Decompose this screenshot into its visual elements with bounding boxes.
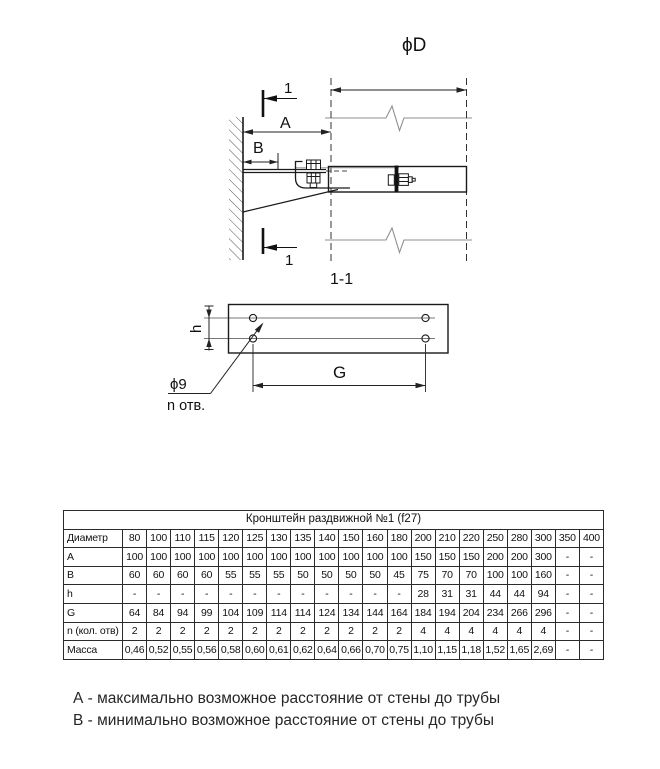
table-row bbox=[64, 622, 604, 641]
table-cell: - bbox=[579, 622, 603, 641]
table-cell: 134 bbox=[339, 603, 363, 622]
table-cell: 4 bbox=[483, 622, 507, 641]
table-cell: 0,60 bbox=[243, 641, 267, 660]
table-cell: 100 bbox=[483, 566, 507, 585]
table-cell: 150 bbox=[411, 548, 435, 567]
section-mark-label-bottom: 1 bbox=[285, 252, 294, 269]
table-cell: 2 bbox=[123, 622, 147, 641]
wall-bolt bbox=[307, 160, 321, 188]
table-cell: 2 bbox=[291, 622, 315, 641]
table-row bbox=[64, 548, 604, 567]
table-cell: 31 bbox=[435, 585, 459, 604]
bracket-gusset bbox=[243, 190, 338, 213]
note-a: А - максимально возможное расстояние от стены до трубы bbox=[73, 690, 501, 707]
diameter-header-cell: 210 bbox=[435, 529, 459, 548]
table-cell: - bbox=[147, 585, 171, 604]
section-cut-mark-top bbox=[263, 80, 297, 117]
table-cell: - bbox=[579, 603, 603, 622]
diameter-header-cell: 80 bbox=[123, 529, 147, 548]
table-cell: - bbox=[555, 603, 579, 622]
table-cell: 4 bbox=[531, 622, 555, 641]
table-cell: 266 bbox=[507, 603, 531, 622]
hole-count-label: n отв. bbox=[167, 398, 206, 414]
table-cell: 100 bbox=[171, 548, 195, 567]
table-cell: 296 bbox=[531, 603, 555, 622]
table-cell: 100 bbox=[243, 548, 267, 567]
diameter-header-cell: 125 bbox=[243, 529, 267, 548]
table-cell: 164 bbox=[387, 603, 411, 622]
bracket-hook bbox=[296, 162, 351, 189]
dim-a-label: A bbox=[280, 115, 291, 132]
table-row bbox=[64, 641, 604, 660]
row-label: A bbox=[64, 548, 123, 567]
table-cell: - bbox=[315, 585, 339, 604]
table-cell: 100 bbox=[123, 548, 147, 567]
table-cell: 100 bbox=[507, 566, 531, 585]
table-row bbox=[64, 585, 604, 604]
table-cell: 84 bbox=[147, 603, 171, 622]
table-cell: 100 bbox=[267, 548, 291, 567]
diameter-header-cell: 110 bbox=[171, 529, 195, 548]
table-cell: - bbox=[171, 585, 195, 604]
table-cell: 100 bbox=[339, 548, 363, 567]
table-cell: - bbox=[243, 585, 267, 604]
table-cell: 124 bbox=[315, 603, 339, 622]
table-cell: 2 bbox=[363, 622, 387, 641]
row-label: B bbox=[64, 566, 123, 585]
table-cell: 160 bbox=[531, 566, 555, 585]
table-cell: 2 bbox=[387, 622, 411, 641]
dim-g-label: G bbox=[333, 363, 347, 382]
table-cell: 50 bbox=[315, 566, 339, 585]
diameter-header-cell: 100 bbox=[147, 529, 171, 548]
table-cell: 0,61 bbox=[267, 641, 291, 660]
table-cell: - bbox=[363, 585, 387, 604]
table-cell: 45 bbox=[387, 566, 411, 585]
table-cell: 55 bbox=[219, 566, 243, 585]
table-cell: - bbox=[339, 585, 363, 604]
table-cell: - bbox=[387, 585, 411, 604]
table-cell: - bbox=[579, 566, 603, 585]
table-cell: 114 bbox=[267, 603, 291, 622]
pipe-diameter-label: ϕD bbox=[402, 35, 427, 56]
wall bbox=[229, 117, 243, 260]
side-view bbox=[229, 35, 472, 269]
bracket-spec-table bbox=[63, 510, 604, 660]
table-cell: - bbox=[579, 641, 603, 660]
table-cell: 50 bbox=[291, 566, 315, 585]
table-cell: - bbox=[579, 548, 603, 567]
table-cell: 0,52 bbox=[147, 641, 171, 660]
table-cell: 4 bbox=[507, 622, 531, 641]
table-cell: 60 bbox=[171, 566, 195, 585]
diameter-header-cell: 120 bbox=[219, 529, 243, 548]
table-cell: 4 bbox=[459, 622, 483, 641]
table-cell: - bbox=[555, 548, 579, 567]
diameter-header-cell: 280 bbox=[507, 529, 531, 548]
section-cut-mark-bottom bbox=[263, 228, 297, 269]
table-cell: 70 bbox=[459, 566, 483, 585]
table-row bbox=[64, 603, 604, 622]
clamp-plate bbox=[395, 166, 399, 193]
dimension-b bbox=[243, 140, 278, 170]
table-cell: 114 bbox=[291, 603, 315, 622]
table-cell: 200 bbox=[483, 548, 507, 567]
table-cell: - bbox=[555, 622, 579, 641]
table-cell: 200 bbox=[507, 548, 531, 567]
table-cell: 60 bbox=[195, 566, 219, 585]
table-cell: 0,55 bbox=[171, 641, 195, 660]
row-label: Масса bbox=[64, 641, 123, 660]
table-cell: 0,70 bbox=[363, 641, 387, 660]
table-cell: 100 bbox=[363, 548, 387, 567]
table-cell: 44 bbox=[507, 585, 531, 604]
table-cell: 50 bbox=[339, 566, 363, 585]
table-cell: 31 bbox=[459, 585, 483, 604]
table-cell: 1,18 bbox=[459, 641, 483, 660]
table-title: Кронштейн раздвижной №1 (f27) bbox=[64, 511, 604, 530]
table-cell: 94 bbox=[531, 585, 555, 604]
row-label: h bbox=[64, 585, 123, 604]
table-cell: 44 bbox=[483, 585, 507, 604]
spec-table bbox=[63, 510, 604, 660]
table-cell: - bbox=[555, 585, 579, 604]
row-label: G bbox=[64, 603, 123, 622]
table-cell: 100 bbox=[387, 548, 411, 567]
diameter-header-cell: 400 bbox=[579, 529, 603, 548]
table-cell: 100 bbox=[291, 548, 315, 567]
table-cell: 4 bbox=[435, 622, 459, 641]
note-b: В - минимально возможное расстояние от стены до трубы bbox=[73, 712, 494, 729]
diameter-header-cell: 115 bbox=[195, 529, 219, 548]
diameter-header-cell: 250 bbox=[483, 529, 507, 548]
table-cell: - bbox=[291, 585, 315, 604]
table-cell: 150 bbox=[435, 548, 459, 567]
table-cell: - bbox=[555, 641, 579, 660]
section-mark-label-top: 1 bbox=[284, 80, 293, 97]
section-view bbox=[167, 271, 448, 414]
pipe-outline bbox=[331, 78, 467, 262]
table-cell: 1,15 bbox=[435, 641, 459, 660]
table-cell: 55 bbox=[267, 566, 291, 585]
mounting-plate bbox=[229, 305, 449, 354]
table-cell: 100 bbox=[219, 548, 243, 567]
pipe-diameter-dimension bbox=[331, 35, 467, 93]
diameter-header-cell: 140 bbox=[315, 529, 339, 548]
table-cell: - bbox=[219, 585, 243, 604]
table-cell: 150 bbox=[459, 548, 483, 567]
table-cell: 2 bbox=[171, 622, 195, 641]
table-cell: 4 bbox=[411, 622, 435, 641]
table-cell: 144 bbox=[363, 603, 387, 622]
table-cell: 0,64 bbox=[315, 641, 339, 660]
diameter-header-row bbox=[64, 529, 604, 548]
diameter-header-cell: 350 bbox=[555, 529, 579, 548]
table-cell: - bbox=[579, 585, 603, 604]
dimension-a bbox=[243, 115, 331, 135]
diameter-header-cell: 130 bbox=[267, 529, 291, 548]
table-cell: 2 bbox=[315, 622, 339, 641]
dim-h-label: h bbox=[188, 324, 205, 333]
table-cell: 0,75 bbox=[387, 641, 411, 660]
table-cell: 55 bbox=[243, 566, 267, 585]
diameter-header-cell: 160 bbox=[363, 529, 387, 548]
section-view-title: 1-1 bbox=[330, 271, 354, 288]
table-cell: 1,52 bbox=[483, 641, 507, 660]
table-cell: 94 bbox=[171, 603, 195, 622]
diameter-header-label: Диаметр bbox=[64, 529, 123, 548]
table-cell: 0,62 bbox=[291, 641, 315, 660]
table-cell: 2 bbox=[147, 622, 171, 641]
table-cell: 1,65 bbox=[507, 641, 531, 660]
table-cell: 194 bbox=[435, 603, 459, 622]
table-cell: 2 bbox=[219, 622, 243, 641]
footnotes bbox=[73, 688, 500, 732]
table-row bbox=[64, 566, 604, 585]
diameter-header-cell: 150 bbox=[339, 529, 363, 548]
table-cell: 100 bbox=[147, 548, 171, 567]
diameter-header-cell: 300 bbox=[531, 529, 555, 548]
table-cell: 2 bbox=[195, 622, 219, 641]
table-cell: 204 bbox=[459, 603, 483, 622]
table-cell: 104 bbox=[219, 603, 243, 622]
table-cell: 184 bbox=[411, 603, 435, 622]
table-cell: 100 bbox=[195, 548, 219, 567]
diameter-header-cell: 200 bbox=[411, 529, 435, 548]
table-cell: 2 bbox=[267, 622, 291, 641]
table-cell: 100 bbox=[315, 548, 339, 567]
table-cell: 0,58 bbox=[219, 641, 243, 660]
diameter-header-cell: 135 bbox=[291, 529, 315, 548]
table-cell: 70 bbox=[435, 566, 459, 585]
table-cell: 0,56 bbox=[195, 641, 219, 660]
table-cell: 28 bbox=[411, 585, 435, 604]
table-cell: 0,66 bbox=[339, 641, 363, 660]
table-cell: 300 bbox=[531, 548, 555, 567]
table-cell: 75 bbox=[411, 566, 435, 585]
table-title-row bbox=[64, 511, 604, 530]
table-cell: 64 bbox=[123, 603, 147, 622]
table-cell: 60 bbox=[123, 566, 147, 585]
table-cell: 1,10 bbox=[411, 641, 435, 660]
table-cell: 60 bbox=[147, 566, 171, 585]
wall-hatching bbox=[229, 117, 243, 260]
dimension-h bbox=[188, 306, 214, 351]
table-cell: 234 bbox=[483, 603, 507, 622]
table-cell: 99 bbox=[195, 603, 219, 622]
table-cell: - bbox=[267, 585, 291, 604]
table-cell: - bbox=[555, 566, 579, 585]
diameter-header-cell: 180 bbox=[387, 529, 411, 548]
table-cell: 2,69 bbox=[531, 641, 555, 660]
clamp-bolt bbox=[388, 174, 415, 186]
table-cell: 0,46 bbox=[123, 641, 147, 660]
table-cell: - bbox=[195, 585, 219, 604]
hole-diameter-label: ϕ9 bbox=[170, 376, 187, 393]
diameter-header-cell: 220 bbox=[459, 529, 483, 548]
table-cell: 2 bbox=[339, 622, 363, 641]
table-cell: 109 bbox=[243, 603, 267, 622]
table-cell: 2 bbox=[243, 622, 267, 641]
row-label: n (кол. отв) bbox=[64, 622, 123, 641]
dim-b-label: B bbox=[253, 140, 264, 157]
table-cell: 50 bbox=[363, 566, 387, 585]
table-cell: - bbox=[123, 585, 147, 604]
